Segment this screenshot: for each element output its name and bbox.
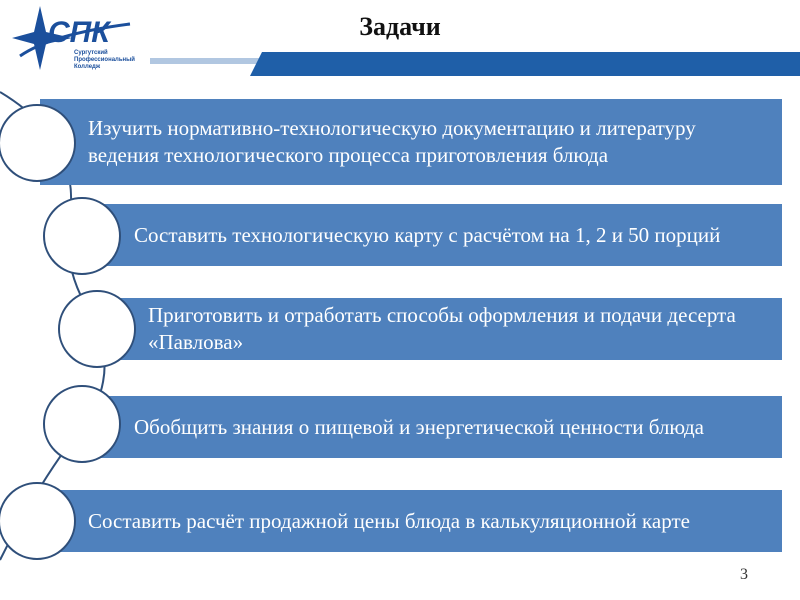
slide-title: Задачи: [359, 12, 441, 41]
task-text: Составить расчёт продажной цены блюда в калькуляционной карте: [88, 508, 690, 533]
task-bar-1: [40, 99, 782, 185]
task-circle-5: [0, 482, 76, 560]
logo-name-line: Сургутский: [74, 50, 108, 56]
task-text: Составить технологическую карту с расчётом на 1, 2 и 50 порций: [134, 222, 721, 247]
task-bar-5: [40, 490, 782, 552]
task-text: Изучить нормативно-технологическую документацию и литературу ведения технологического процесса приготовления блюда: [88, 116, 696, 167]
task-text: Обобщить знания о пищевой и энергетической ценности блюда: [134, 414, 704, 439]
task-bar-4: [82, 396, 782, 458]
task-circle-3: [58, 290, 136, 368]
logo-name-line: Профессиональный: [74, 57, 135, 63]
logo-name-line: Колледж: [74, 64, 101, 70]
page-number: 3: [740, 566, 748, 583]
task-circle-2: [43, 197, 121, 275]
task-bar-2: [82, 204, 782, 266]
task-bar-3: [98, 298, 782, 360]
logo-abbr: СПК: [48, 16, 110, 49]
task-circle-4: [43, 385, 121, 463]
task-text: Приготовить и отработать способы оформления и подачи десерта «Павлова»: [148, 303, 736, 354]
task-circle-1: [0, 104, 76, 182]
logo-college-name: [74, 50, 142, 71]
